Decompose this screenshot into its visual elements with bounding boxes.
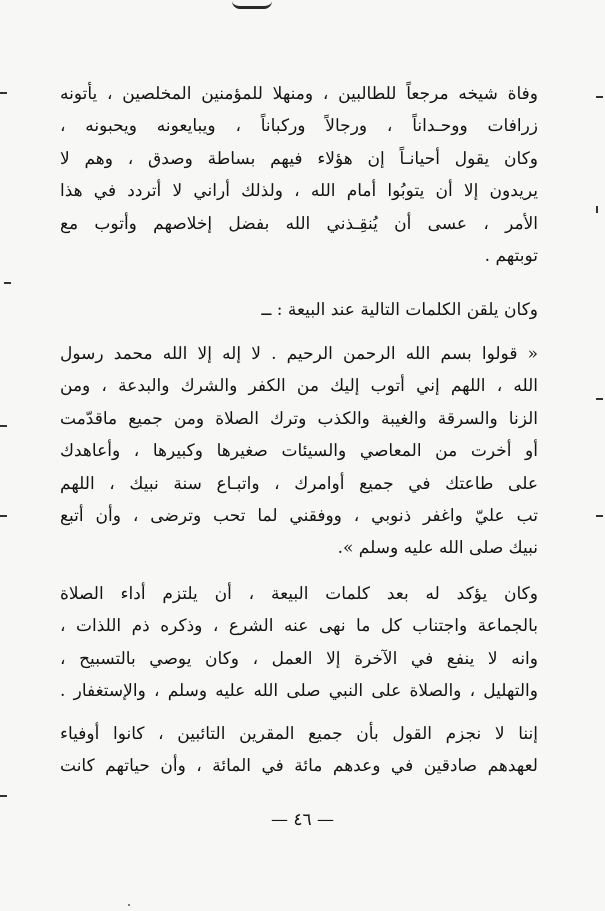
text-line: وكان يقول أحيانـاً إن هؤلاء فيهم بساطة وصدق ، وهم لا [60, 148, 538, 169]
left-margin-mark [0, 515, 7, 517]
text-line: أو أخرت من المعاصي والسيئات صغيرها وكبيرها ، وأعاهدك [60, 441, 538, 462]
text-line: على طاعتك في جميع أوامرك ، واتبـاع سنة نبيك ، اللهم [60, 473, 538, 494]
paragraph-4 [60, 578, 538, 708]
left-margin-mark [4, 282, 11, 284]
text-line: إننا لا نجزم القول بأن جميع المقرين التائبين ، كانوا أوفياء [60, 724, 538, 744]
scan-speck [128, 904, 130, 906]
text-line: وانه لا ينفع في الآخرة إلا العمل ، وكان يوصي بالتسبيح ، [60, 648, 538, 669]
right-margin-mark [596, 206, 598, 213]
text-line: تب عليّ واغفر ذنوبي ، ووفقني لما تحب وترضى ، وأن أتبع [60, 505, 538, 526]
text-line: زرافات ووحـداناً ، ورجالاً وركباناً ، ويبايعونه ويحبونه ، [60, 116, 538, 137]
left-margin-mark [0, 92, 7, 94]
paragraph-2 [60, 294, 538, 326]
right-margin-mark [596, 398, 603, 400]
text-line: يريدون إلا أن يتوبُوا أمام الله ، ولذلك أراني لا أتردد في هذا [60, 181, 538, 202]
paragraph-5 [60, 718, 538, 783]
text-line: الزنا والسرقة والغيبة والكذب وترك الصلاة ومن جميع ماقدّمت [60, 408, 538, 429]
text-line: « قولوا بسم الله الرحمن الرحيم . لا إله إلا الله محمد رسول [60, 344, 538, 364]
left-margin-mark [0, 425, 7, 427]
text-line: وكان يؤكد له بعد كلمات البيعة ، أن يلتزم أداء الصلاة [60, 584, 538, 604]
paragraph-1 [60, 78, 538, 272]
text-line: الأمر ، عسى أن يُنقِـذني الله بفضل إخلاصهم وأتوب مع [60, 213, 538, 234]
text-line: الله ، اللهم إني أتوب إليك من الكفر والشرك والبدعة ، ومن [60, 376, 538, 397]
text-line: وكان يلقن الكلمات التالية عند البيعة : ــ [261, 300, 538, 320]
top-edge-mark [232, 0, 272, 9]
text-line: لعهدهم صادقين في وعدهم مائة في المائة ، وأن حياتهم كانت [60, 756, 538, 777]
text-line: بالجماعة واجتناب كل ما نهى عنه الشرع ، وذكره ذم اللذات ، [60, 616, 538, 637]
page-number: — ٤٦ — [270, 810, 335, 830]
text-line: وفاة شيخه مرجعاً للطالبين ، ومنهلا للمؤمنين المخلصين ، يأتونه [60, 84, 538, 104]
right-margin-mark [596, 515, 603, 517]
left-margin-mark [0, 795, 7, 797]
text-line: توبتهم . [484, 245, 538, 266]
text-line: والتهليل ، والصلاة على النبي صلى الله عليه وسلم ، والإستغفار . [60, 681, 538, 702]
paragraph-3-oath-quote [60, 338, 538, 565]
text-line: نبيك صلى الله عليه وسلم ». [337, 538, 538, 559]
right-margin-mark [596, 96, 603, 98]
